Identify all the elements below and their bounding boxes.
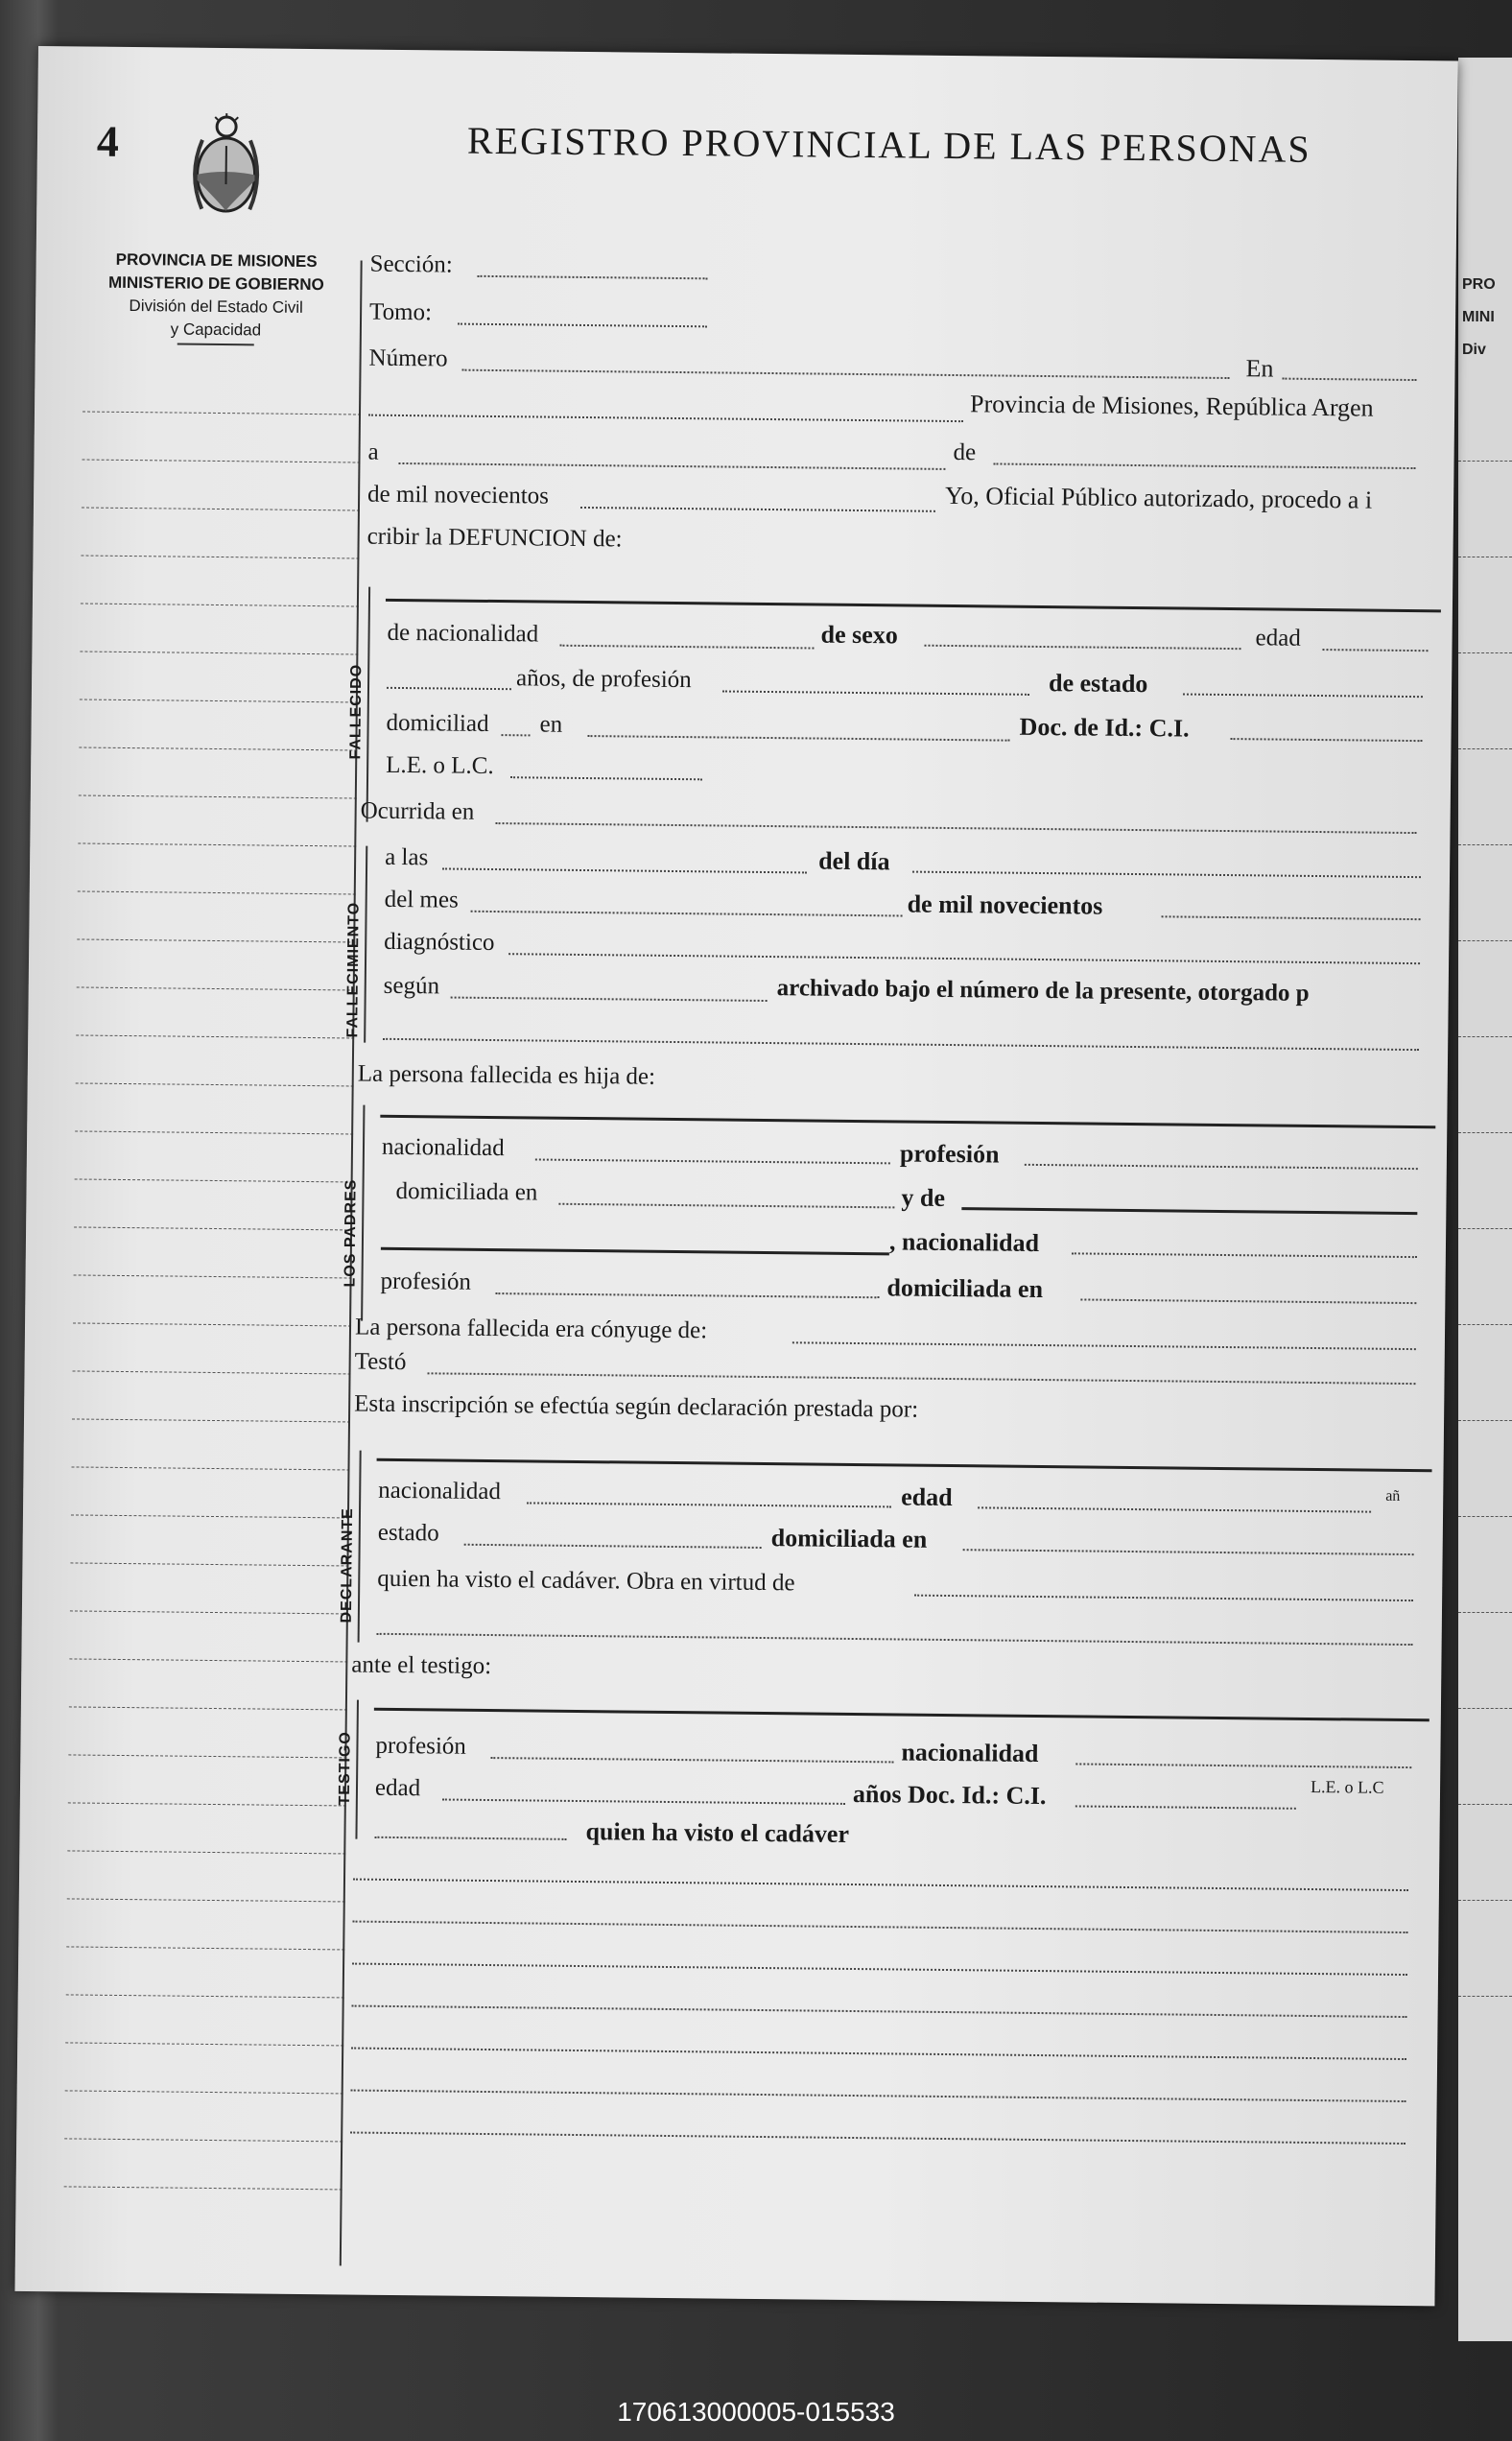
- margin-line: [68, 1802, 346, 1806]
- margin-line: [82, 460, 360, 463]
- anio-field[interactable]: [1162, 915, 1421, 920]
- nacionalidad-label: de nacionalidad: [387, 619, 539, 648]
- de-mil-novecientos-label: de mil novecientos: [907, 889, 1103, 920]
- diagnostico-field[interactable]: [508, 953, 1420, 964]
- adjacent-page-line: [1458, 748, 1512, 749]
- en-virtud-cont-field[interactable]: [377, 1633, 1413, 1646]
- padre-name-field[interactable]: [380, 1115, 1435, 1129]
- adjacent-page-line: [1458, 461, 1512, 462]
- adjacent-page-line: [1458, 652, 1512, 653]
- margin-line: [64, 2138, 343, 2142]
- ministry-line: PROVINCIA DE MISIONES: [115, 249, 318, 272]
- padre-profesion-label: profesión: [899, 1139, 1000, 1169]
- madre-nacionalidad-label: , nacionalidad: [888, 1227, 1040, 1257]
- tomo-label: Tomo:: [368, 298, 433, 326]
- profesion-label: años, de profesión: [515, 665, 692, 694]
- testigo-doc-label: años Doc. Id.: C.I.: [852, 1779, 1047, 1811]
- edad-field[interactable]: [1322, 649, 1428, 652]
- testo-label: Testó: [354, 1348, 407, 1376]
- notes-line[interactable]: [351, 2090, 1406, 2103]
- declarante-section-label: DECLARANTE: [338, 1507, 357, 1623]
- margin-line: [71, 1466, 349, 1470]
- madre-name-field[interactable]: [961, 1207, 1417, 1215]
- page-number: 4: [96, 116, 120, 166]
- seccion-field[interactable]: [478, 275, 708, 280]
- margin-line: [75, 1178, 353, 1182]
- testo-field[interactable]: [428, 1372, 1416, 1385]
- margin-line: [78, 842, 356, 846]
- margin-line: [81, 603, 359, 606]
- margin-line: [69, 1706, 347, 1710]
- doc-id-label: Doc. de Id.: C.I.: [1019, 712, 1190, 743]
- margin-line: [74, 1274, 352, 1278]
- margin-line: [83, 412, 361, 415]
- notes-line[interactable]: [351, 2048, 1406, 2061]
- madre-domicilio-field[interactable]: [1080, 1298, 1416, 1304]
- segun-label: según: [383, 972, 440, 1000]
- page-title: REGISTRO PROVINCIAL DE LAS PERSONAS: [466, 118, 1311, 171]
- adjacent-page-line: [1458, 1420, 1512, 1421]
- document-id: 170613000005-015533: [617, 2397, 895, 2427]
- margin-line: [76, 1082, 354, 1086]
- declarante-estado-field[interactable]: [464, 1544, 762, 1549]
- ocurrida-label: Ocurrida en: [360, 797, 475, 825]
- seccion-label: Sección:: [369, 250, 453, 278]
- y-de-label: y de: [901, 1183, 946, 1212]
- margin-line: [65, 2042, 343, 2046]
- madre-domicilio-label: domiciliada en: [886, 1273, 1044, 1304]
- adjacent-page-text: MINI: [1462, 309, 1495, 325]
- adjacent-page-line: [1458, 1900, 1512, 1901]
- ante-testigo-label: ante el testigo:: [351, 1651, 492, 1680]
- margin-line: [81, 555, 359, 558]
- ministry-line: División del Estado Civil: [129, 296, 303, 317]
- en-virtud-field[interactable]: [914, 1595, 1413, 1601]
- margin-line: [66, 1994, 344, 1998]
- padre-domicilio-field[interactable]: [558, 1203, 894, 1209]
- notes-line[interactable]: [353, 1879, 1408, 1892]
- doc-id-field[interactable]: [1230, 738, 1422, 742]
- en-label: en: [539, 711, 563, 738]
- margin-line: [80, 651, 358, 654]
- declarante-domicilio-label: domiciliada en: [770, 1524, 928, 1553]
- domicilio-field[interactable]: [587, 735, 1009, 742]
- numero-label: Número: [368, 344, 448, 372]
- margin-line: [68, 1754, 346, 1758]
- margin-line: [69, 1658, 347, 1662]
- en-field[interactable]: [1282, 378, 1416, 381]
- margin-line: [82, 507, 360, 510]
- fallecido-bracket: [366, 587, 383, 822]
- profesion-field[interactable]: [722, 691, 1029, 696]
- margin-line: [75, 1130, 353, 1134]
- margin-line: [73, 1322, 351, 1326]
- margin-line: [76, 1034, 354, 1038]
- sexo-field[interactable]: [924, 645, 1240, 650]
- margin-line: [80, 699, 358, 702]
- testigo-bracket: [355, 1700, 370, 1839]
- padres-bracket: [361, 1105, 376, 1321]
- a-label: a: [367, 438, 379, 465]
- mes-field[interactable]: [471, 911, 903, 917]
- margin-line: [77, 938, 355, 942]
- adjacent-page-edge: [1458, 58, 1512, 2341]
- dia-field[interactable]: [912, 871, 1421, 879]
- testigo-edad-label: edad: [374, 1774, 421, 1802]
- margin-line: [66, 1946, 344, 1950]
- adjacent-page-line: [1458, 1516, 1512, 1517]
- declarante-bracket: [358, 1451, 373, 1643]
- declarante-nacionalidad-field[interactable]: [527, 1502, 891, 1507]
- testigo-profesion-field[interactable]: [490, 1757, 893, 1763]
- defuncion-intro: cribir la DEFUNCION de:: [366, 523, 623, 553]
- declarante-anos-label: añ: [1385, 1487, 1401, 1505]
- adjacent-page-line: [1458, 844, 1512, 845]
- declarante-edad-field[interactable]: [978, 1506, 1371, 1512]
- padre-nacionalidad-label: nacionalidad: [381, 1133, 505, 1162]
- adjacent-page-text: Div: [1462, 342, 1486, 358]
- madre-nacionalidad-field[interactable]: [1072, 1252, 1417, 1258]
- testigo-le-lc-label: L.E. o L.C: [1310, 1776, 1384, 1797]
- numero-field[interactable]: [461, 369, 1229, 379]
- testigo-edad-field[interactable]: [442, 1799, 845, 1805]
- hora-field[interactable]: [442, 867, 807, 873]
- margin-line: [78, 890, 356, 894]
- coat-of-arms-icon: [182, 113, 270, 229]
- declarante-nacionalidad-label: nacionalidad: [378, 1477, 502, 1505]
- adjacent-page-line: [1458, 1228, 1512, 1229]
- del-mes-label: del mes: [384, 886, 459, 913]
- testigo-nacionalidad-label: nacionalidad: [901, 1738, 1039, 1768]
- fallecimiento-section-label: FALLECIMIENTO: [344, 901, 363, 1038]
- ministry-underline: [177, 344, 254, 346]
- notes-line[interactable]: [353, 1921, 1408, 1934]
- archivado-text: archivado bajo el número de la presente, otorgado p: [776, 975, 1310, 1007]
- declarante-name-field[interactable]: [377, 1458, 1432, 1473]
- estado-label: de estado: [1048, 669, 1148, 699]
- margin-line: [71, 1514, 349, 1518]
- ministry-line: y Capacidad: [170, 320, 262, 340]
- adjacent-page-line: [1458, 1996, 1512, 1997]
- adjacent-page-line: [1458, 1036, 1512, 1037]
- de-label: de: [953, 439, 977, 466]
- en-label: En: [1245, 354, 1274, 383]
- testigo-section-label: TESTIGO: [336, 1731, 354, 1806]
- adjacent-page-text: PRO: [1462, 276, 1496, 293]
- testigo-le-field[interactable]: [374, 1837, 566, 1840]
- edad-cont-field[interactable]: [387, 687, 511, 690]
- margin-line: [64, 2186, 343, 2190]
- a-las-label: a las: [385, 843, 429, 871]
- diagnostico-label: diagnóstico: [384, 928, 495, 957]
- padres-section-label: LOS PADRES: [342, 1178, 360, 1288]
- margin-line: [70, 1562, 348, 1566]
- provincia-label: Provincia de Misiones, República Argen: [969, 390, 1374, 422]
- adjacent-page-line: [1458, 1708, 1512, 1709]
- fallecido-name-field[interactable]: [386, 599, 1441, 613]
- notes-line[interactable]: [350, 2132, 1406, 2145]
- testigo-nacionalidad-field[interactable]: [1075, 1763, 1411, 1768]
- padre-nacionalidad-field[interactable]: [535, 1158, 890, 1164]
- notes-line[interactable]: [352, 2005, 1407, 2019]
- tomo-field[interactable]: [458, 323, 707, 328]
- margin-line: [74, 1226, 352, 1230]
- nacionalidad-field[interactable]: [559, 645, 814, 650]
- a-field[interactable]: [398, 462, 945, 470]
- inscripcion-label: Esta inscripción se efectúa según declaración prestada por:: [354, 1390, 919, 1423]
- de-mil-novecientos-label: de mil novecientos: [366, 481, 550, 510]
- madre-name-cont-field[interactable]: [381, 1247, 889, 1256]
- le-lc-label: L.E. o L.C.: [386, 751, 494, 780]
- oficial-publico-text: Yo, Oficial Público autorizado, procedo a i: [944, 481, 1373, 514]
- testigo-visto-label: quien ha visto el cadáver: [585, 1817, 850, 1848]
- estado-field[interactable]: [1183, 694, 1423, 699]
- ocurrida-field[interactable]: [496, 822, 1417, 834]
- margin-line: [70, 1610, 348, 1614]
- madre-profesion-label: profesión: [380, 1268, 472, 1295]
- ministry-block: [91, 249, 342, 347]
- margin-line: [77, 986, 355, 990]
- margin-line: [67, 1898, 345, 1902]
- archivado-cont-field[interactable]: [383, 1038, 1419, 1051]
- ministry-line: MINISTERIO DE GOBIERNO: [107, 273, 324, 295]
- segun-field[interactable]: [451, 997, 768, 1002]
- conyuge-label: La persona fallecida era cónyuge de:: [354, 1314, 708, 1344]
- declarante-edad-label: edad: [901, 1482, 953, 1512]
- edad-label: edad: [1255, 625, 1301, 652]
- margin-line: [73, 1370, 351, 1374]
- margin-line: [72, 1418, 350, 1422]
- madre-profesion-field[interactable]: [495, 1292, 879, 1298]
- padre-domicilio-label: domiciliada en: [395, 1177, 538, 1206]
- margin-line: [79, 794, 357, 798]
- sexo-label: de sexo: [820, 620, 898, 650]
- declarante-visto-label: quien ha visto el cadáver. Obra en virtud de: [377, 1565, 795, 1597]
- adjacent-page-line: [1458, 940, 1512, 941]
- margin-line: [79, 747, 357, 750]
- adjacent-page-line: [1458, 1612, 1512, 1613]
- padre-profesion-field[interactable]: [1025, 1164, 1418, 1170]
- adjacent-page-line: [1458, 1324, 1512, 1325]
- place-field[interactable]: [368, 415, 963, 422]
- fallecimiento-bracket: [364, 846, 379, 1043]
- margin-line: [67, 1850, 345, 1854]
- conyuge-field[interactable]: [792, 1341, 1416, 1350]
- notes-line[interactable]: [352, 1963, 1407, 1977]
- de-field[interactable]: [993, 462, 1415, 469]
- del-dia-label: del día: [818, 846, 890, 876]
- testigo-name-field[interactable]: [374, 1708, 1429, 1722]
- le-lc-field[interactable]: [510, 776, 702, 780]
- form-page: [14, 46, 1457, 2306]
- adjacent-page-line: [1458, 1804, 1512, 1805]
- fallecido-section-label: FALLECIDO: [347, 663, 366, 760]
- declarante-domicilio-field[interactable]: [963, 1549, 1414, 1555]
- testigo-ci-field[interactable]: [1075, 1805, 1296, 1809]
- adjacent-page-line: [1458, 1132, 1512, 1133]
- declarante-estado-label: estado: [377, 1519, 439, 1547]
- domiciliado-label: domiciliad: [386, 709, 489, 737]
- margin-line: [65, 2090, 343, 2094]
- margin-notes-area: [63, 412, 370, 2238]
- testigo-profesion-label: profesión: [375, 1732, 467, 1760]
- gender-suffix-field[interactable]: [501, 734, 530, 736]
- hija-de-label: La persona fallecida es hija de:: [357, 1060, 656, 1090]
- year-field[interactable]: [580, 507, 935, 512]
